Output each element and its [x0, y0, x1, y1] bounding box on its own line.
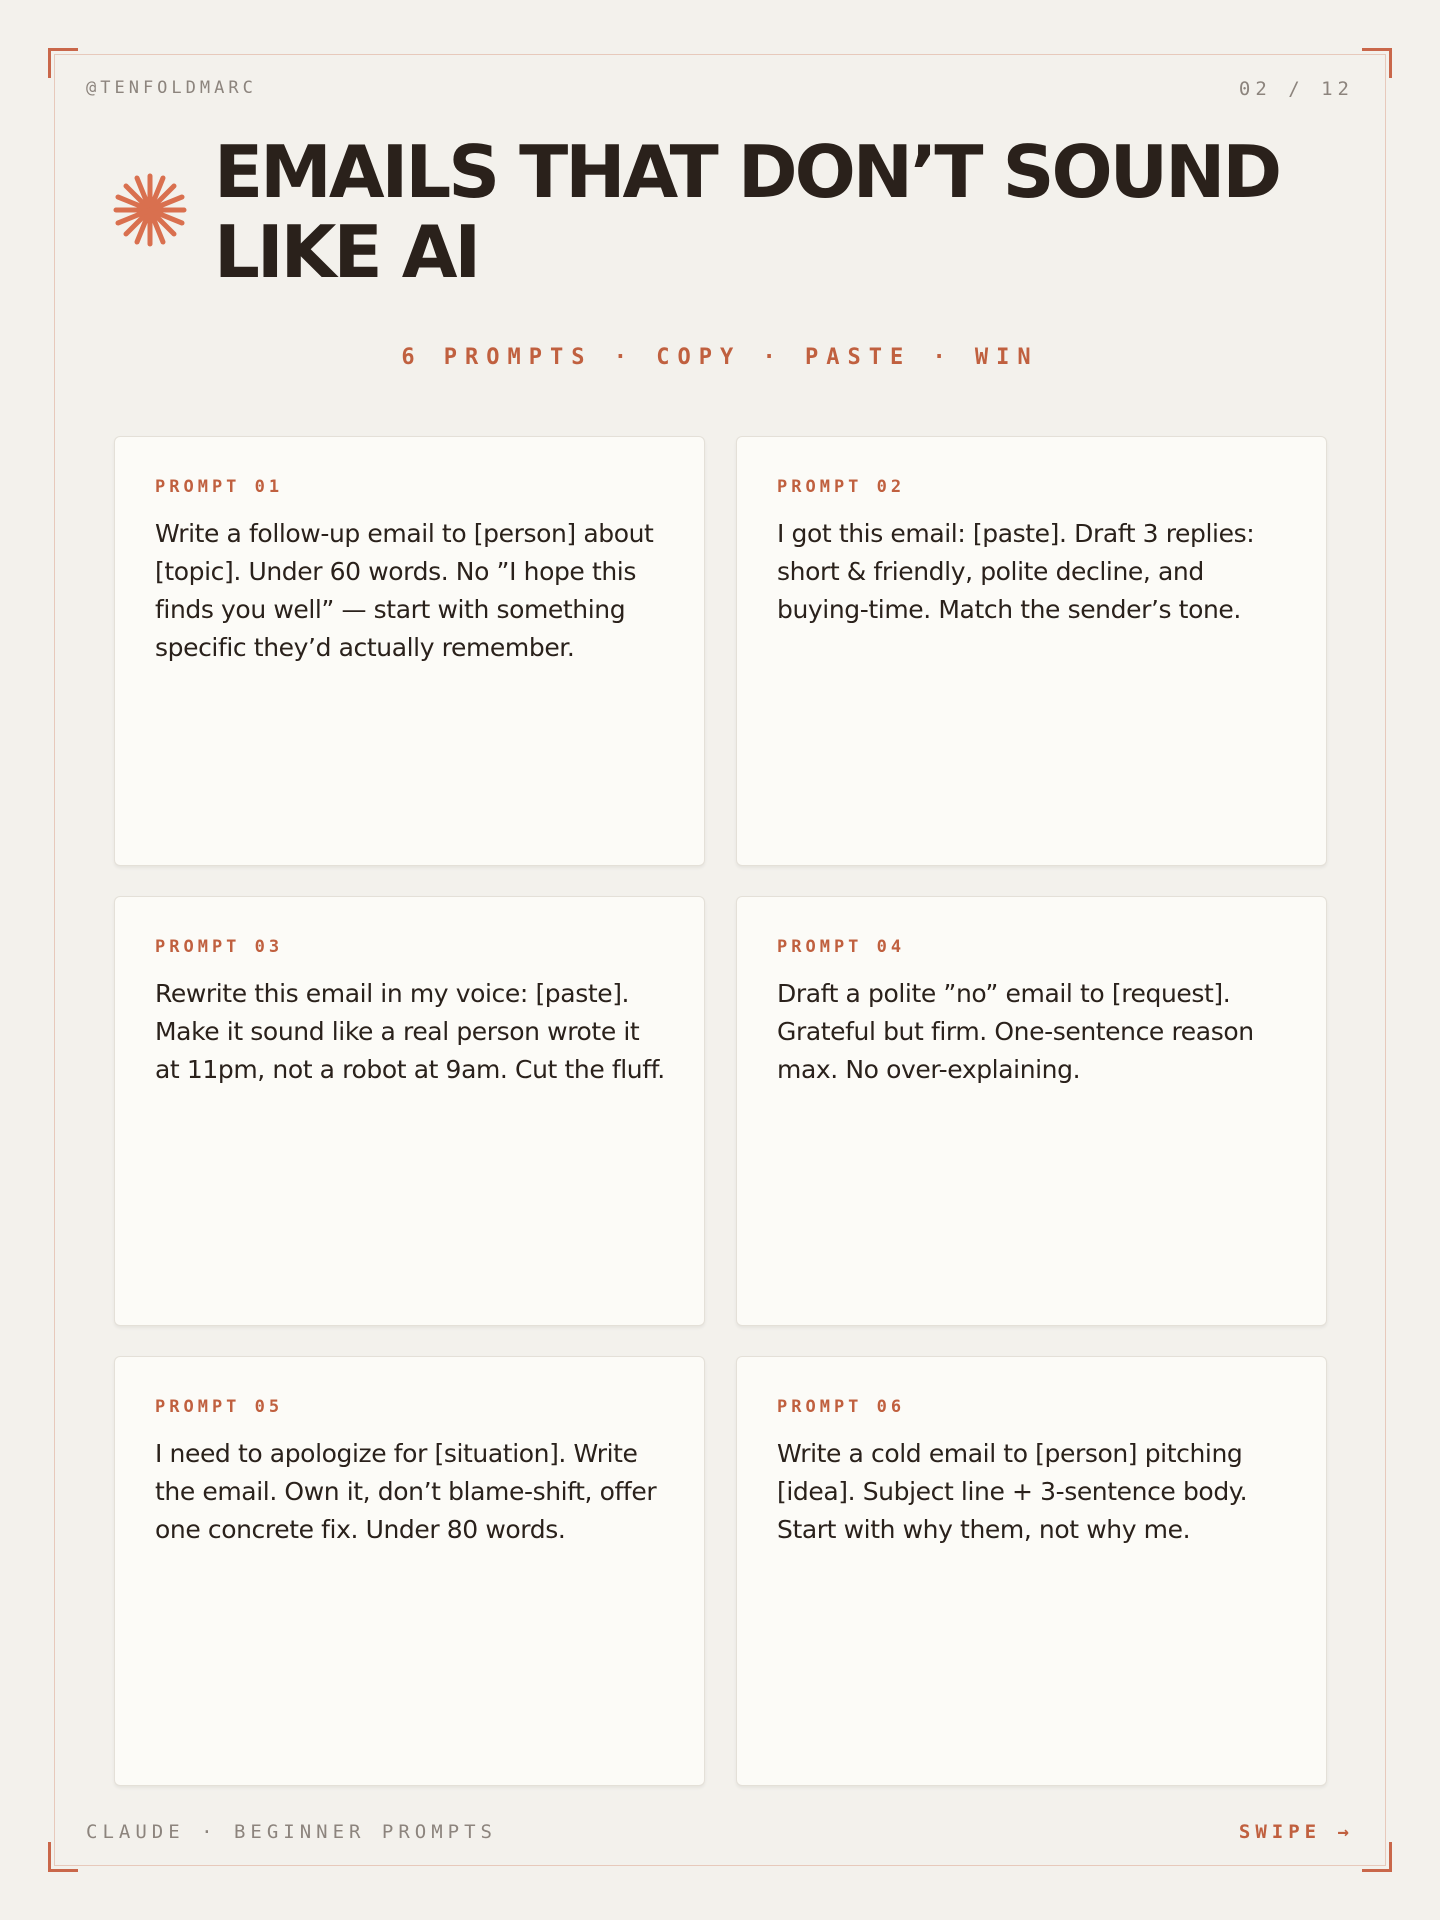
prompt-text: I need to apologize for [situation]. Write the email. Own it, don’t blame-shift, offer one concrete fix. Under 80 words.: [155, 1439, 657, 1544]
prompt-label: PROMPT 03: [155, 937, 284, 957]
page-title: EMAILS THAT DON’T SOUND LIKE AI: [214, 130, 1280, 294]
prompt-label: PROMPT 02: [777, 477, 906, 497]
footer-series-label: CLAUDE · BEGINNER PROMPTS: [86, 1821, 497, 1843]
page-counter: 02 / 12: [1238, 78, 1354, 100]
prompt-text: Write a cold email to [person] pitching [idea]. Subject line + 3-sentence body. Start with why them, not why me.: [777, 1439, 1248, 1544]
prompt-text: Rewrite this email in my voice: [paste]. Make it sound like a real person wrote it at 11pm, not a robot at 9am. Cut the fluff.: [155, 979, 665, 1084]
prompt-text: Write a follow-up email to [person] about [topic]. Under 60 words. No ”I hope this finds you well” — start with something specific they’d actually remember.: [155, 519, 654, 662]
asterisk-burst-icon: [110, 170, 190, 250]
prompt-label: PROMPT 04: [777, 937, 906, 957]
prompt-card-05[interactable]: [114, 1356, 705, 1786]
prompt-card-01[interactable]: [114, 436, 705, 866]
swipe-button[interactable]: SWIPE →: [1238, 1821, 1354, 1843]
author-handle: @TENFOLDMARC: [86, 78, 257, 98]
prompt-card-04[interactable]: [736, 896, 1327, 1326]
corner-mark-bottom-right: [1362, 1842, 1392, 1872]
prompt-card-03[interactable]: [114, 896, 705, 1326]
tagline: 6 PROMPTS · COPY · PASTE · WIN: [401, 345, 1039, 370]
corner-mark-top-left: [48, 48, 78, 78]
prompt-text: I got this email: [paste]. Draft 3 replies: short & friendly, polite decline, and buying-time. Match the sender’s tone.: [777, 519, 1255, 624]
corner-mark-top-right: [1362, 48, 1392, 78]
prompt-text: Draft a polite ”no” email to [request]. Grateful but firm. One-sentence reason max. No over-explaining.: [777, 979, 1254, 1084]
corner-mark-bottom-left: [48, 1842, 78, 1872]
prompt-grid: [114, 436, 1327, 1786]
prompt-label: PROMPT 01: [155, 477, 284, 497]
prompt-label: PROMPT 05: [155, 1397, 284, 1417]
prompt-card-02[interactable]: [736, 436, 1327, 866]
prompt-label: PROMPT 06: [777, 1397, 906, 1417]
prompt-card-06[interactable]: [736, 1356, 1327, 1786]
